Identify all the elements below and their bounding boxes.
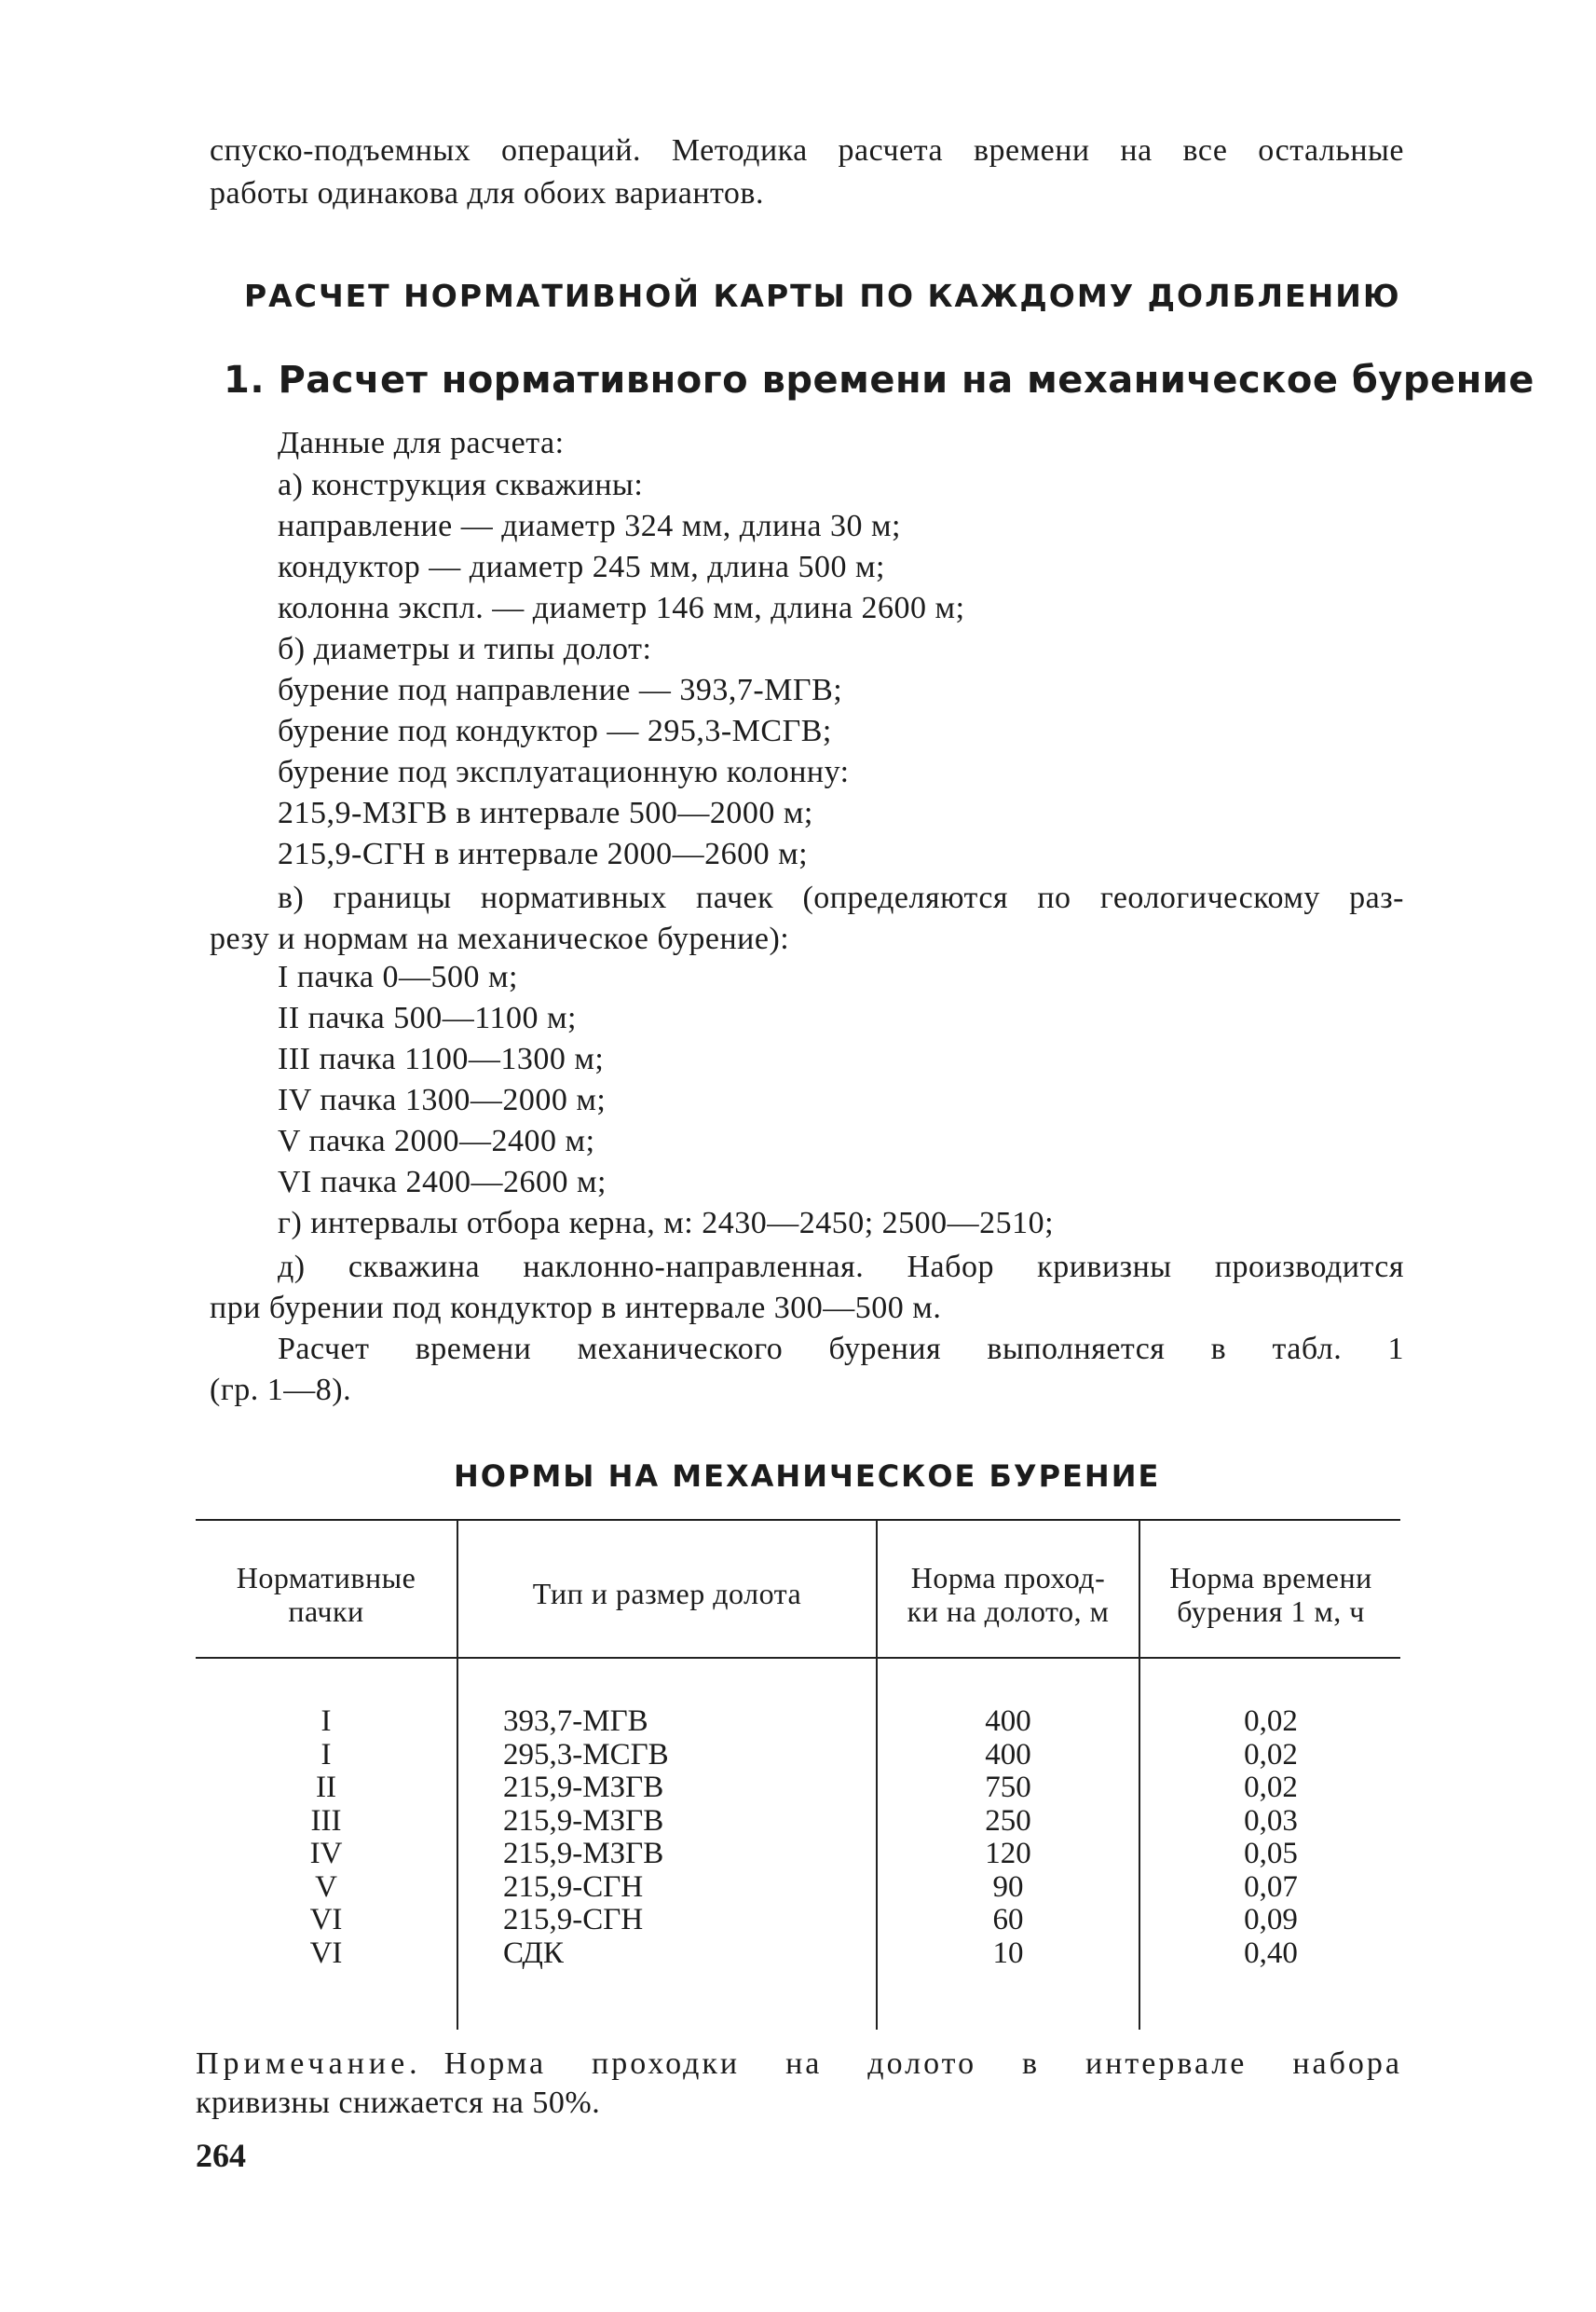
- cell-pack: IV: [309, 1837, 343, 1870]
- header-time-line-1: Норма времени: [1169, 1561, 1372, 1594]
- cell-pack: V: [315, 1869, 337, 1904]
- cell-time: 0,07: [1244, 1869, 1298, 1904]
- pack-line: III пачка 1100—1300 м;: [278, 1042, 605, 1076]
- cell-advance: 400: [985, 1704, 1031, 1738]
- data-line: бурение под направление — 393,7-МГВ;: [278, 673, 843, 707]
- cell-advance: 60: [992, 1903, 1024, 1936]
- cell-advance: 90: [992, 1869, 1024, 1904]
- table-header-rule: [196, 1657, 1400, 1659]
- cell-time: 0,03: [1244, 1803, 1298, 1838]
- pack-line: V пачка 2000—2400 м;: [278, 1124, 595, 1158]
- cell-time: 0,05: [1244, 1837, 1298, 1870]
- table-title: НОРМЫ НА МЕХАНИЧЕСКОЕ БУРЕНИЕ: [454, 1458, 1161, 1494]
- cell-bit: СДК: [503, 1936, 564, 1970]
- core-intervals-line: г) интервалы отбора керна, м: 2430—2450; 2500—2510;: [278, 1206, 1055, 1240]
- cell-pack: VI: [309, 1903, 343, 1936]
- data-line: а) конструкция скважины:: [278, 468, 644, 502]
- boundaries-line-2: резу и нормам на механическое бурение):: [210, 922, 790, 956]
- cell-bit: 215,9-МЗГВ: [503, 1837, 664, 1870]
- cell-bit: 215,9-МЗГВ: [503, 1771, 664, 1804]
- calc-line-2: (гр. 1—8).: [210, 1373, 352, 1407]
- note-line-2: кривизны снижается на 50%.: [196, 2086, 601, 2120]
- section-number: 1.: [224, 359, 266, 402]
- data-line: кондуктор — диаметр 245 мм, длина 500 м;: [278, 550, 885, 584]
- note-text: Норма проходки на долото в интервале набора: [443, 2046, 1402, 2081]
- cell-time: 0,40: [1244, 1936, 1298, 1970]
- table-top-rule: [196, 1519, 1400, 1521]
- cell-time: 0,09: [1244, 1903, 1298, 1936]
- pack-line: II пачка 500—1100 м;: [278, 1001, 577, 1035]
- cell-advance: 400: [985, 1737, 1031, 1772]
- data-line: бурение под кондуктор — 295,3-МСГВ;: [278, 714, 832, 748]
- header-packs-line-2: пачки: [288, 1594, 364, 1628]
- intro-line-1: спуско-подъемных операций. Методика расчета времени на все остальные: [210, 133, 1404, 168]
- data-line: б) диаметры и типы долот:: [278, 632, 652, 666]
- well-line-2: при бурении под кондуктор в интервале 300—500 м.: [210, 1291, 942, 1325]
- cell-bit: 215,9-СГН: [503, 1903, 644, 1936]
- cell-pack: VI: [309, 1936, 343, 1970]
- header-packs-line-1: Нормативные: [236, 1561, 416, 1594]
- cell-advance: 750: [985, 1771, 1031, 1804]
- cell-pack: I: [321, 1704, 332, 1738]
- data-line: Данные для расчета:: [278, 426, 565, 460]
- cell-advance: 250: [985, 1803, 1031, 1838]
- section-title: Расчет нормативного времени на механическое бурение: [278, 359, 1535, 402]
- section-heading: [224, 359, 1535, 402]
- header-advance-line-1: Норма проход-: [910, 1561, 1106, 1594]
- pack-line: VI пачка 2400—2600 м;: [278, 1165, 607, 1199]
- cell-bit: 215,9-СГН: [503, 1869, 644, 1904]
- cell-bit: 393,7-МГВ: [503, 1704, 648, 1738]
- boundaries-line-1: в) границы нормативных пачек (определяются по геологическому раз-: [278, 881, 1404, 915]
- cell-bit: 295,3-МСГВ: [503, 1737, 669, 1772]
- cell-time: 0,02: [1244, 1737, 1298, 1772]
- header-bit: [458, 1577, 876, 1610]
- cell-advance: 120: [985, 1837, 1031, 1870]
- note-line-1: [196, 2046, 1402, 2082]
- cell-bit: 215,9-МЗГВ: [503, 1803, 664, 1838]
- note-label: Примечание.: [196, 2046, 422, 2081]
- calc-line-1: Расчет времени механического бурения выполняется в табл. 1: [278, 1332, 1404, 1366]
- pack-line: IV пачка 1300—2000 м;: [278, 1083, 607, 1117]
- header-time: [1140, 1561, 1401, 1628]
- data-line: колонна экспл. — диаметр 146 мм, длина 2600 м;: [278, 591, 965, 625]
- norms-table: [196, 1519, 1402, 2032]
- header-advance: [878, 1561, 1139, 1628]
- header-time-line-2: бурения 1 м, ч: [1177, 1594, 1365, 1628]
- data-line: бурение под эксплуатационную колонну:: [278, 755, 850, 789]
- cell-pack: III: [310, 1803, 342, 1838]
- column-bit: [503, 1705, 876, 1970]
- cell-time: 0,02: [1244, 1771, 1298, 1804]
- intro-line-2: работы одинакова для обоих вариантов.: [210, 176, 764, 211]
- header-packs: [196, 1561, 457, 1628]
- cell-pack: I: [321, 1737, 332, 1772]
- column-advance: [878, 1705, 1139, 1970]
- cell-advance: 10: [992, 1936, 1024, 1970]
- column-packs: [196, 1705, 457, 1970]
- header-advance-line-2: ки на долото, м: [907, 1594, 1110, 1628]
- header-bit-line-1: Тип и размер долота: [532, 1577, 802, 1610]
- column-time: [1140, 1705, 1401, 1970]
- page-number: 264: [196, 2137, 246, 2174]
- data-line: 215,9-МЗГВ в интервале 500—2000 м;: [278, 796, 813, 830]
- main-heading: РАСЧЕТ НОРМАТИВНОЙ КАРТЫ ПО КАЖДОМУ ДОЛБЛЕНИЮ: [244, 278, 1401, 314]
- data-line: 215,9-СГН в интервале 2000—2600 м;: [278, 837, 809, 871]
- well-line-1: д) скважина наклонно-направленная. Набор кривизны производится: [278, 1250, 1404, 1284]
- pack-line: I пачка 0—500 м;: [278, 960, 518, 994]
- cell-time: 0,02: [1244, 1704, 1298, 1738]
- cell-pack: II: [316, 1771, 336, 1804]
- data-line: направление — диаметр 324 мм, длина 30 м;: [278, 509, 901, 543]
